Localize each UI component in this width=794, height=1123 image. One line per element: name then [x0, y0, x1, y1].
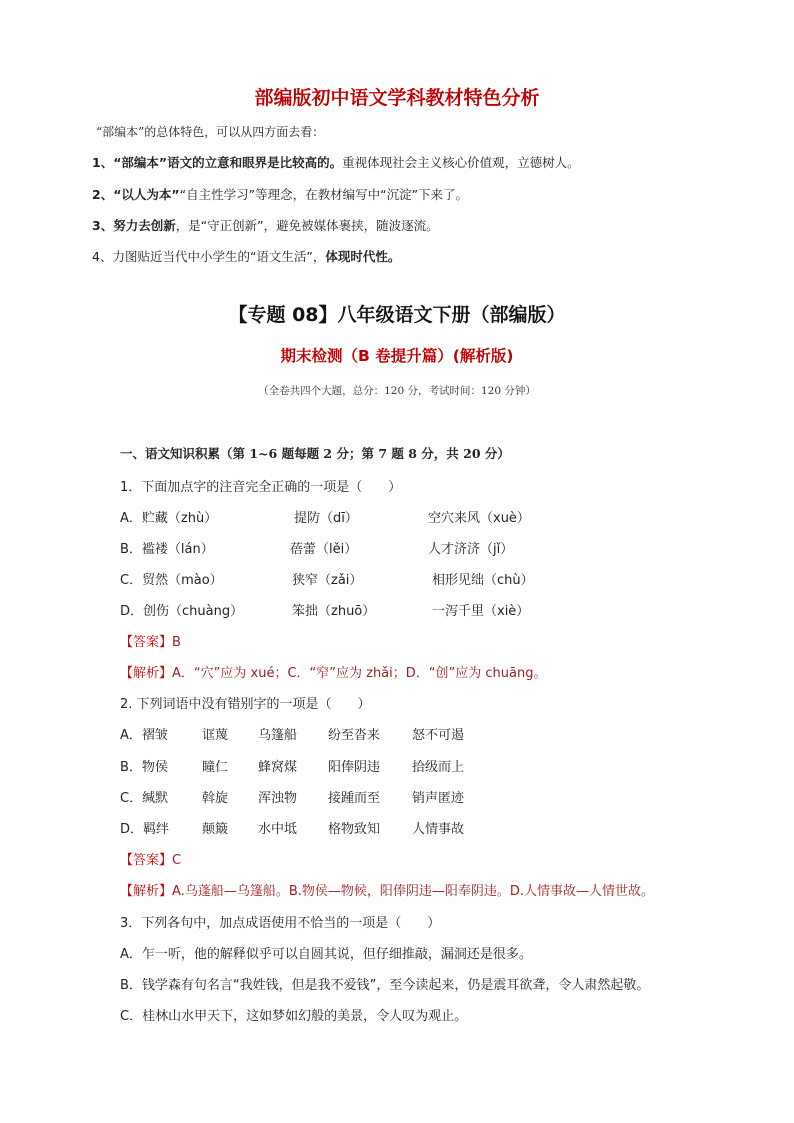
- analysis-text: A.乌蓬船—乌篷船。B.物侯—物候，阳俸阴违—阳奉阴违。D.人情事故—人情世故。: [172, 884, 655, 899]
- question-3-option-a: A．乍一听，他的解释似乎可以自圆其说，但仔细推敲，漏洞还是很多。: [120, 947, 532, 962]
- option-cell: 人才济济（jǐ）: [428, 542, 514, 557]
- point-strong: 3、努力去创新: [92, 218, 176, 233]
- question-1-analysis: [120, 662, 546, 681]
- exam-title: 【专题 08】八年级语文下册（部编版）: [228, 304, 566, 326]
- analysis-label: 【解析】: [120, 666, 173, 681]
- option-cell: 颠簸: [202, 822, 229, 837]
- option-cell: A．贮藏（zhù）: [120, 511, 218, 526]
- option-cell: C．缄默: [120, 791, 169, 806]
- option-cell: 斡旋: [202, 791, 229, 806]
- option-cell: 一泻千里（xiè）: [432, 604, 530, 619]
- answer-label: 【答案】: [120, 853, 173, 868]
- option-cell: 诓蔑: [202, 728, 229, 743]
- feature-point-4: [92, 247, 400, 265]
- option-cell: 销声匿迹: [412, 791, 465, 806]
- question-3-option-b: B．钱学森有句名言“我姓钱，但是我不爱钱”，至今读起来，仍是震耳欲聋，令人肃然起敬。: [120, 978, 650, 993]
- point-rest: ，是“守正创新”，避免被媒体裹挟，随波逐流。: [175, 218, 439, 233]
- option-cell: 相形见绌（chù）: [432, 573, 534, 588]
- option-cell: D．羁绊: [120, 822, 170, 837]
- option-cell: C．贸然（mào）: [120, 573, 223, 588]
- option-cell: 乌篷船: [258, 728, 298, 743]
- answer-value: C: [172, 853, 182, 868]
- option-cell: 笨拙（zhuō）: [292, 604, 376, 619]
- point-plain: 4、力图贴近当代中小学生的“语文生活”，: [92, 249, 326, 264]
- option-cell: 水中坻: [258, 822, 298, 837]
- option-cell: A．褶皱: [120, 728, 168, 743]
- feature-point-1: [92, 153, 580, 171]
- feature-point-2: [92, 185, 468, 203]
- point-strong: 1、“部编本”语文的立意和眼界是比较高的。: [92, 155, 343, 170]
- point-rest: 重视体现社会主义核心价值观，立德树人。: [342, 155, 580, 170]
- option-cell: 空穴来风（xuè）: [428, 511, 530, 526]
- question-1-stem: 1．下面加点字的注音完全正确的一项是（ ）: [120, 480, 402, 495]
- option-cell: D．创伤（chuàng）: [120, 604, 244, 619]
- option-cell: 人情事故: [412, 822, 465, 837]
- option-cell: 纷至沓来: [328, 728, 381, 743]
- option-cell: 蜂窝煤: [258, 760, 298, 775]
- question-3-stem: 3．下列各句中，加点成语使用不恰当的一项是（ ）: [120, 916, 441, 931]
- option-cell: B．物侯: [120, 760, 168, 775]
- question-2-analysis: [120, 880, 654, 899]
- question-3-option-c: C．桂林山水甲天下，这如梦如幻般的美景，令人叹为观止。: [120, 1009, 468, 1024]
- question-2-stem: 2. 下列词语中没有错别字的一项是（ ）: [120, 697, 371, 712]
- option-cell: 蓓蕾（lěi）: [290, 542, 358, 557]
- option-cell: 浑浊物: [258, 791, 298, 806]
- option-cell: 瞳仁: [202, 760, 229, 775]
- analysis-label: 【解析】: [120, 884, 173, 899]
- section-heading: 一、语文知识积累（第 1~6 题每题 2 分；第 7 题 8 分，共 20 分）: [120, 446, 510, 461]
- document-title: 部编版初中语文学科教材特色分析: [254, 87, 540, 109]
- feature-point-3: [92, 216, 439, 234]
- intro-text: “部编本”的总体特色，可以从四方面去看：: [96, 125, 325, 139]
- point-strong: 体现时代性。: [325, 249, 401, 264]
- option-cell: 阳俸阴违: [328, 760, 381, 775]
- option-cell: B．褴褛（lán）: [120, 542, 214, 557]
- question-2-answer: [120, 849, 181, 868]
- question-1-answer: [120, 631, 181, 650]
- exam-note: （全卷共四个大题，总分：120 分，考试时间：120 分钟）: [258, 385, 536, 397]
- option-cell: 格物致知: [328, 822, 381, 837]
- analysis-text: A．“穴”应为 xué；C．“窄”应为 zhǎi；D．“创”应为 chuāng。: [172, 666, 547, 681]
- answer-label: 【答案】: [120, 635, 173, 650]
- option-cell: 狭窄（zǎi）: [292, 573, 363, 588]
- answer-value: B: [172, 635, 181, 650]
- exam-subtitle: 期末检测（B 卷提升篇）(解析版): [280, 347, 514, 365]
- option-cell: 怒不可遏: [412, 728, 465, 743]
- point-rest: “自主性学习”等理念，在教材编写中“沉淀”下来了。: [179, 187, 469, 202]
- option-cell: 拾级而上: [412, 760, 465, 775]
- option-cell: 提防（dī）: [294, 511, 358, 526]
- point-strong: 2、“以人为本”: [92, 187, 180, 202]
- option-cell: 接踵而至: [328, 791, 381, 806]
